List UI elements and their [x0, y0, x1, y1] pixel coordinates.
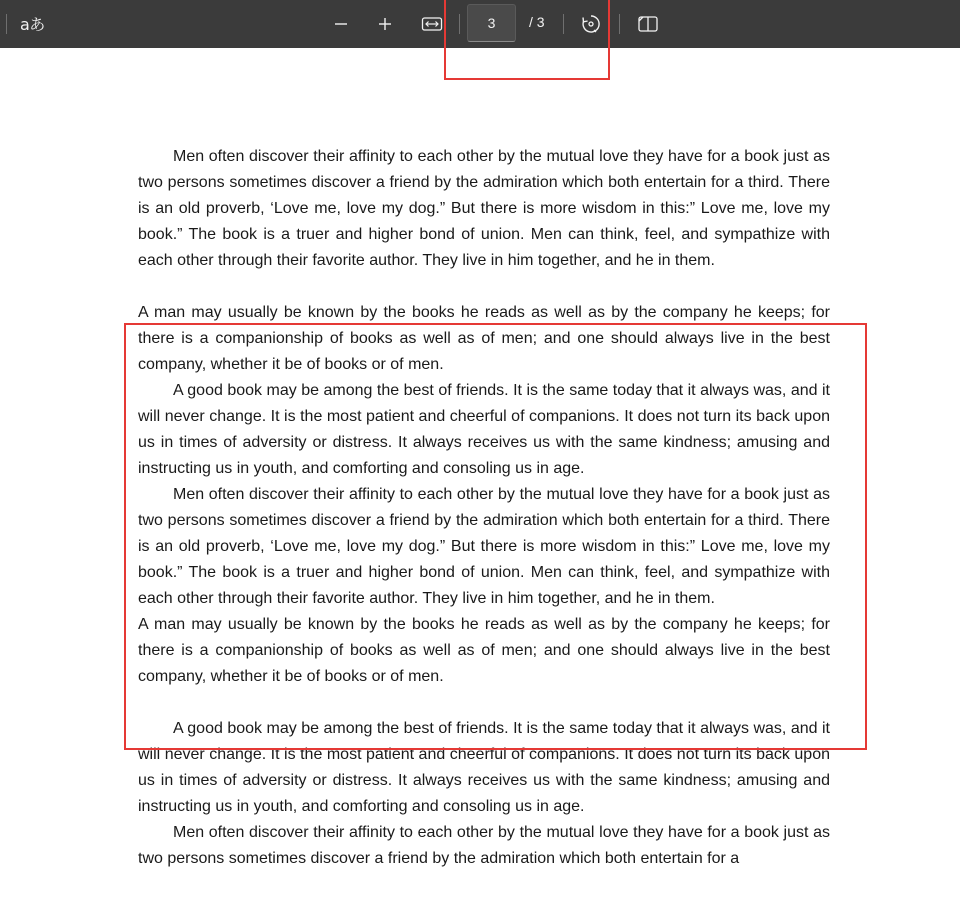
toolbar-divider [619, 14, 620, 34]
rotate-icon [580, 13, 602, 35]
paragraph: A good book may be among the best of friends. It is the same today that it always was, and it will never change. It is the most patient and cheerful of companions. It does not turn its back upon us in times of adversity or distress. It always receives us with the same kindness; amusing and instructing us in youth, and comforting and consoling us in age. [138, 382, 830, 477]
zoom-out-button[interactable] [328, 11, 354, 37]
paragraph: A man may usually be known by the books he reads as well as by the company he keeps; for there is a companionship of books as well as of men; and one should always live in the best company, whether it be of books or of men. [138, 616, 830, 685]
paragraph: Men often discover their affinity to each other by the mutual love they have for a book just as two persons sometimes discover a friend by the admiration which both entertain for a third. There is an old proverb, ‘Love me, love my dog.” But there is more wisdom in this:” Love me, love my book.” The book is a truer and higher bond of union. Men can think, feel, and sympathize with each other through their favorite author. They live in him together, and he in them. [138, 148, 830, 269]
zoom-in-button[interactable] [372, 11, 398, 37]
two-page-view-icon [637, 15, 659, 33]
text-options-button[interactable]: aあ [20, 15, 45, 34]
fit-width-icon [421, 16, 443, 32]
minus-icon [333, 16, 349, 32]
toolbar-divider [563, 14, 564, 34]
page-view-button[interactable] [635, 11, 661, 37]
paragraph-gap [138, 690, 830, 716]
plus-icon [377, 16, 393, 32]
fit-to-width-button[interactable] [419, 11, 445, 37]
page-number-input[interactable]: 3 [467, 4, 516, 42]
rotate-button[interactable] [578, 11, 604, 37]
paragraph: A good book may be among the best of friends. It is the same today that it always was, and it will never change. It is the most patient and cheerful of companions. It does not turn its back upon us in times of adversity or distress. It always receives us with the same kindness; amusing and instructing us in youth, and comforting and consoling us in age. [138, 720, 830, 815]
page-total-label: / 3 [529, 14, 545, 30]
pdf-toolbar [0, 0, 960, 48]
toolbar-divider [459, 14, 460, 34]
paragraph: Men often discover their affinity to each other by the mutual love they have for a book just as two persons sometimes discover a friend by the admiration which both entertain for a [138, 824, 830, 867]
paragraph-gap [138, 274, 830, 300]
paragraph: Men often discover their affinity to each other by the mutual love they have for a book just as two persons sometimes discover a friend by the admiration which both entertain for a third. There is an old proverb, ‘Love me, love my dog.” But there is more wisdom in this:” Love me, love my book.” The book is a truer and higher bond of union. Men can think, feel, and sympathize with each other through their favorite author. They live in him together, and he in them. [138, 486, 830, 607]
paragraph: A man may usually be known by the books he reads as well as by the company he keeps; for there is a companionship of books as well as of men; and one should always live in the best company, whether it be of books or of men. [138, 304, 830, 373]
document-page [138, 144, 830, 872]
toolbar-divider [6, 14, 7, 34]
